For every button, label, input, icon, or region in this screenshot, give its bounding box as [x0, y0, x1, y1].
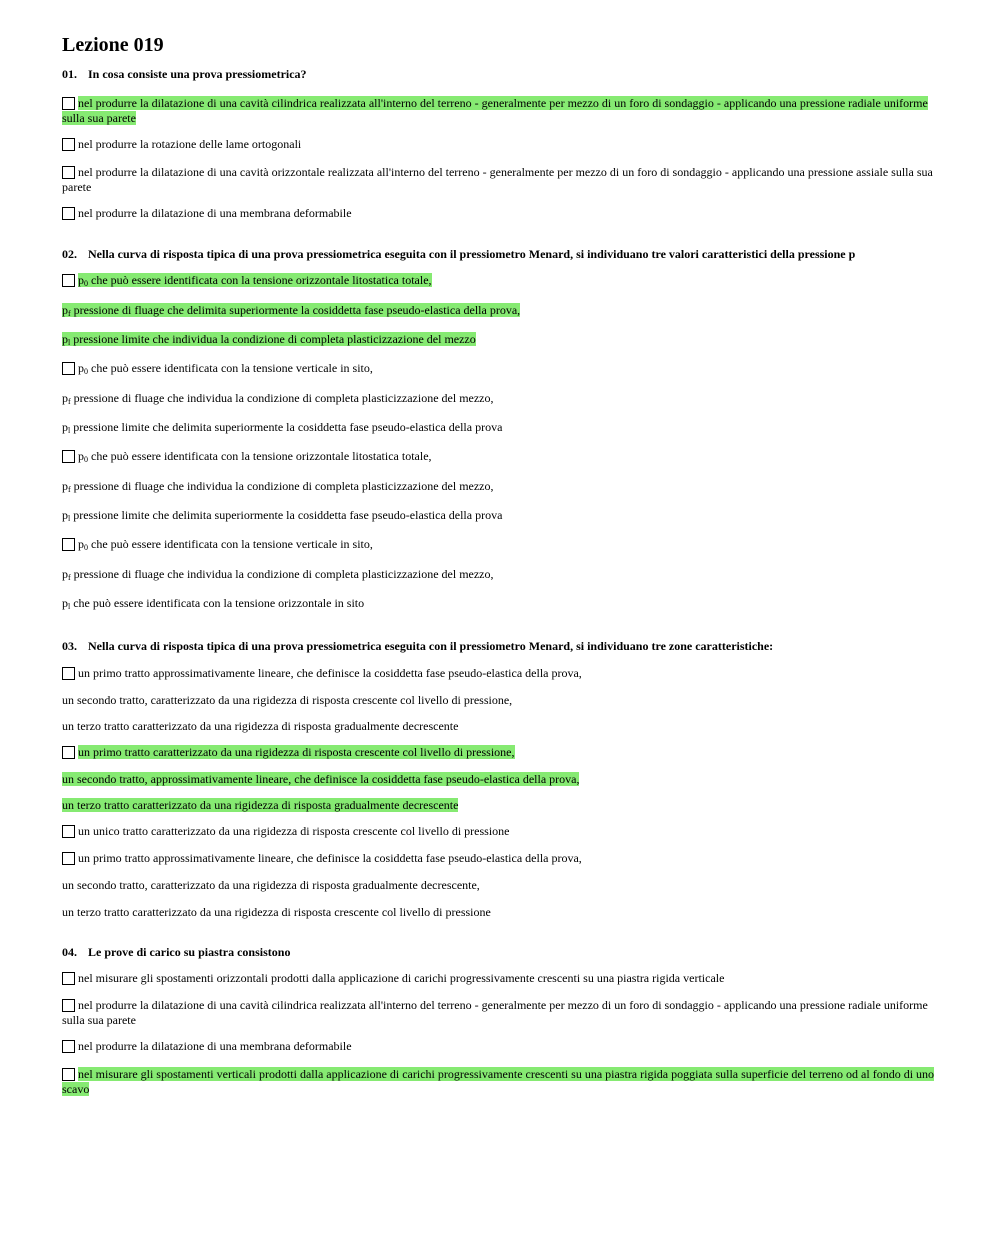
answer-text: nel produrre la dilatazione di una cavità cilindrica realizzata all'interno del terreno - generalmente per mezzo di un foro di sondaggio - applicando una pressione radiale uniforme sulla sua parete — [62, 96, 928, 125]
answer-checkbox[interactable] — [62, 538, 75, 551]
answer-checkbox[interactable] — [62, 274, 75, 287]
answer-option[interactable] — [62, 745, 942, 760]
answer-continuation: un terzo tratto caratterizzato da una rigidezza di risposta gradualmente decrescente — [62, 798, 459, 812]
answer-option[interactable] — [62, 1039, 942, 1054]
answer-option[interactable] — [62, 96, 942, 126]
answer-text: un unico tratto caratterizzato da una rigidezza di risposta crescente col livello di pressione — [78, 824, 510, 838]
answer-continuation: un secondo tratto, approssimativamente lineare, che definisce la cosiddetta fase pseudo-elastica della prova, — [62, 772, 580, 786]
answer-text: nel produrre la rotazione delle lame ortogonali — [78, 137, 302, 151]
answer-checkbox[interactable] — [62, 1068, 75, 1081]
answer-text: un primo tratto approssimativamente lineare, che definisce la cosiddetta fase pseudo-elastica della prova, — [78, 851, 582, 865]
question-text: Nella curva di risposta tipica di una prova pressiometrica eseguita con il pressiometro Menard, si individuano tre valori caratteristici della pressione p — [88, 247, 856, 261]
answer-text: $p_0$ che può essere identificata con la tensione orizzontale litostatica totale, — [78, 273, 432, 288]
answer-continuation: $p_l$ pressione limite che delimita superiormente la cosiddetta fase pseudo-elastica della prova — [62, 420, 503, 435]
answer-text: un primo tratto approssimativamente lineare, che definisce la cosiddetta fase pseudo-elastica della prova, — [78, 666, 582, 680]
quiz-page — [62, 33, 942, 1097]
answer-checkbox[interactable] — [62, 166, 75, 179]
answer-checkbox[interactable] — [62, 1040, 75, 1053]
answer-continuation: $p_l$ pressione limite che delimita superiormente la cosiddetta fase pseudo-elastica della prova — [62, 508, 503, 523]
answer-continuation: un terzo tratto caratterizzato da una rigidezza di risposta gradualmente decrescente — [62, 719, 459, 733]
answer-continuation: $p_f$ pressione di fluage che delimita superiormente la cosiddetta fase pseudo-elastica della prova, — [62, 303, 521, 318]
answer-text: un primo tratto caratterizzato da una rigidezza di risposta crescente col livello di pressione, — [78, 745, 515, 759]
answer-text: nel misurare gli spostamenti orizzontali prodotti dalla applicazione di carichi progressivamente crescenti su una piastra rigida verticale — [78, 971, 725, 985]
answer-continuation: un secondo tratto, caratterizzato da una rigidezza di risposta gradualmente decrescente, — [62, 878, 480, 892]
answer-checkbox[interactable] — [62, 746, 75, 759]
question-02 — [62, 247, 942, 262]
question-number: 01. — [62, 67, 77, 81]
answer-text: nel misurare gli spostamenti verticali prodotti dalla applicazione di carichi progressivamente crescenti su una piastra rigida poggiata sulla superficie del terreno od al fondo di uno scavo — [62, 1067, 935, 1096]
answer-text: nel produrre la dilatazione di una cavità orizzontale realizzata all'interno del terreno - generalmente per mezzo di un foro di sondaggio - applicando una pressione assiale sulla sua parete — [62, 165, 933, 194]
answer-option[interactable] — [62, 851, 942, 866]
answer-option[interactable] — [62, 1067, 942, 1097]
answer-option[interactable] — [62, 824, 942, 839]
question-number: 02. — [62, 247, 77, 261]
lesson-title: Lezione 019 — [62, 34, 164, 56]
answer-checkbox[interactable] — [62, 97, 75, 110]
answer-option[interactable] — [62, 361, 942, 379]
answer-option[interactable] — [62, 998, 942, 1028]
answer-checkbox[interactable] — [62, 667, 75, 680]
answer-continuation: $p_f$ pressione di fluage che individua la condizione di completa plasticizzazione del mezzo, — [62, 391, 494, 406]
answer-option[interactable] — [62, 666, 942, 681]
answer-checkbox[interactable] — [62, 450, 75, 463]
answer-checkbox[interactable] — [62, 138, 75, 151]
answer-text: $p_0$ che può essere identificata con la tensione orizzontale litostatica totale, — [78, 449, 432, 464]
question-01 — [62, 67, 942, 82]
answer-option[interactable] — [62, 537, 942, 555]
answer-checkbox[interactable] — [62, 207, 75, 220]
answer-text: nel produrre la dilatazione di una membrana deformabile — [78, 1039, 352, 1053]
question-04 — [62, 945, 942, 960]
answer-continuation: un secondo tratto, caratterizzato da una rigidezza di risposta crescente col livello di pressione, — [62, 693, 513, 707]
answer-text: $p_0$ che può essere identificata con la tensione verticale in sito, — [78, 537, 373, 552]
answer-text: nel produrre la dilatazione di una cavità cilindrica realizzata all'interno del terreno - generalmente per mezzo di un foro di sondaggio - applicando una pressione radiale uniforme sulla sua parete — [62, 998, 928, 1027]
answer-option[interactable] — [62, 273, 942, 291]
answer-text: $p_0$ che può essere identificata con la tensione verticale in sito, — [78, 361, 373, 376]
answer-option[interactable] — [62, 206, 942, 221]
answer-checkbox[interactable] — [62, 825, 75, 838]
question-number: 03. — [62, 639, 77, 653]
answer-checkbox[interactable] — [62, 999, 75, 1012]
answer-continuation: un terzo tratto caratterizzato da una rigidezza di risposta crescente col livello di pressione — [62, 905, 491, 919]
answer-option[interactable] — [62, 165, 942, 195]
answer-checkbox[interactable] — [62, 972, 75, 985]
question-number: 04. — [62, 945, 77, 959]
answer-continuation: $p_l$ pressione limite che individua la condizione di completa plasticizzazione del mezzo — [62, 332, 476, 347]
answer-checkbox[interactable] — [62, 852, 75, 865]
answer-text: nel produrre la dilatazione di una membrana deformabile — [78, 206, 352, 220]
answer-option[interactable] — [62, 971, 942, 986]
answer-continuation: $p_f$ pressione di fluage che individua la condizione di completa plasticizzazione del mezzo, — [62, 567, 494, 582]
answer-option[interactable] — [62, 449, 942, 467]
question-text: Le prove di carico su piastra consistono — [88, 945, 291, 959]
answer-continuation: $p_f$ pressione di fluage che individua la condizione di completa plasticizzazione del mezzo, — [62, 479, 494, 494]
question-text: Nella curva di risposta tipica di una prova pressiometrica eseguita con il pressiometro Menard, si individuano tre zone caratteristiche: — [88, 639, 774, 653]
answer-option[interactable] — [62, 137, 942, 152]
answer-checkbox[interactable] — [62, 362, 75, 375]
answer-continuation: $p_l$ che può essere identificata con la tensione orizzontale in sito — [62, 596, 365, 611]
question-03 — [62, 639, 942, 654]
question-text: In cosa consiste una prova pressiometrica? — [88, 67, 307, 81]
